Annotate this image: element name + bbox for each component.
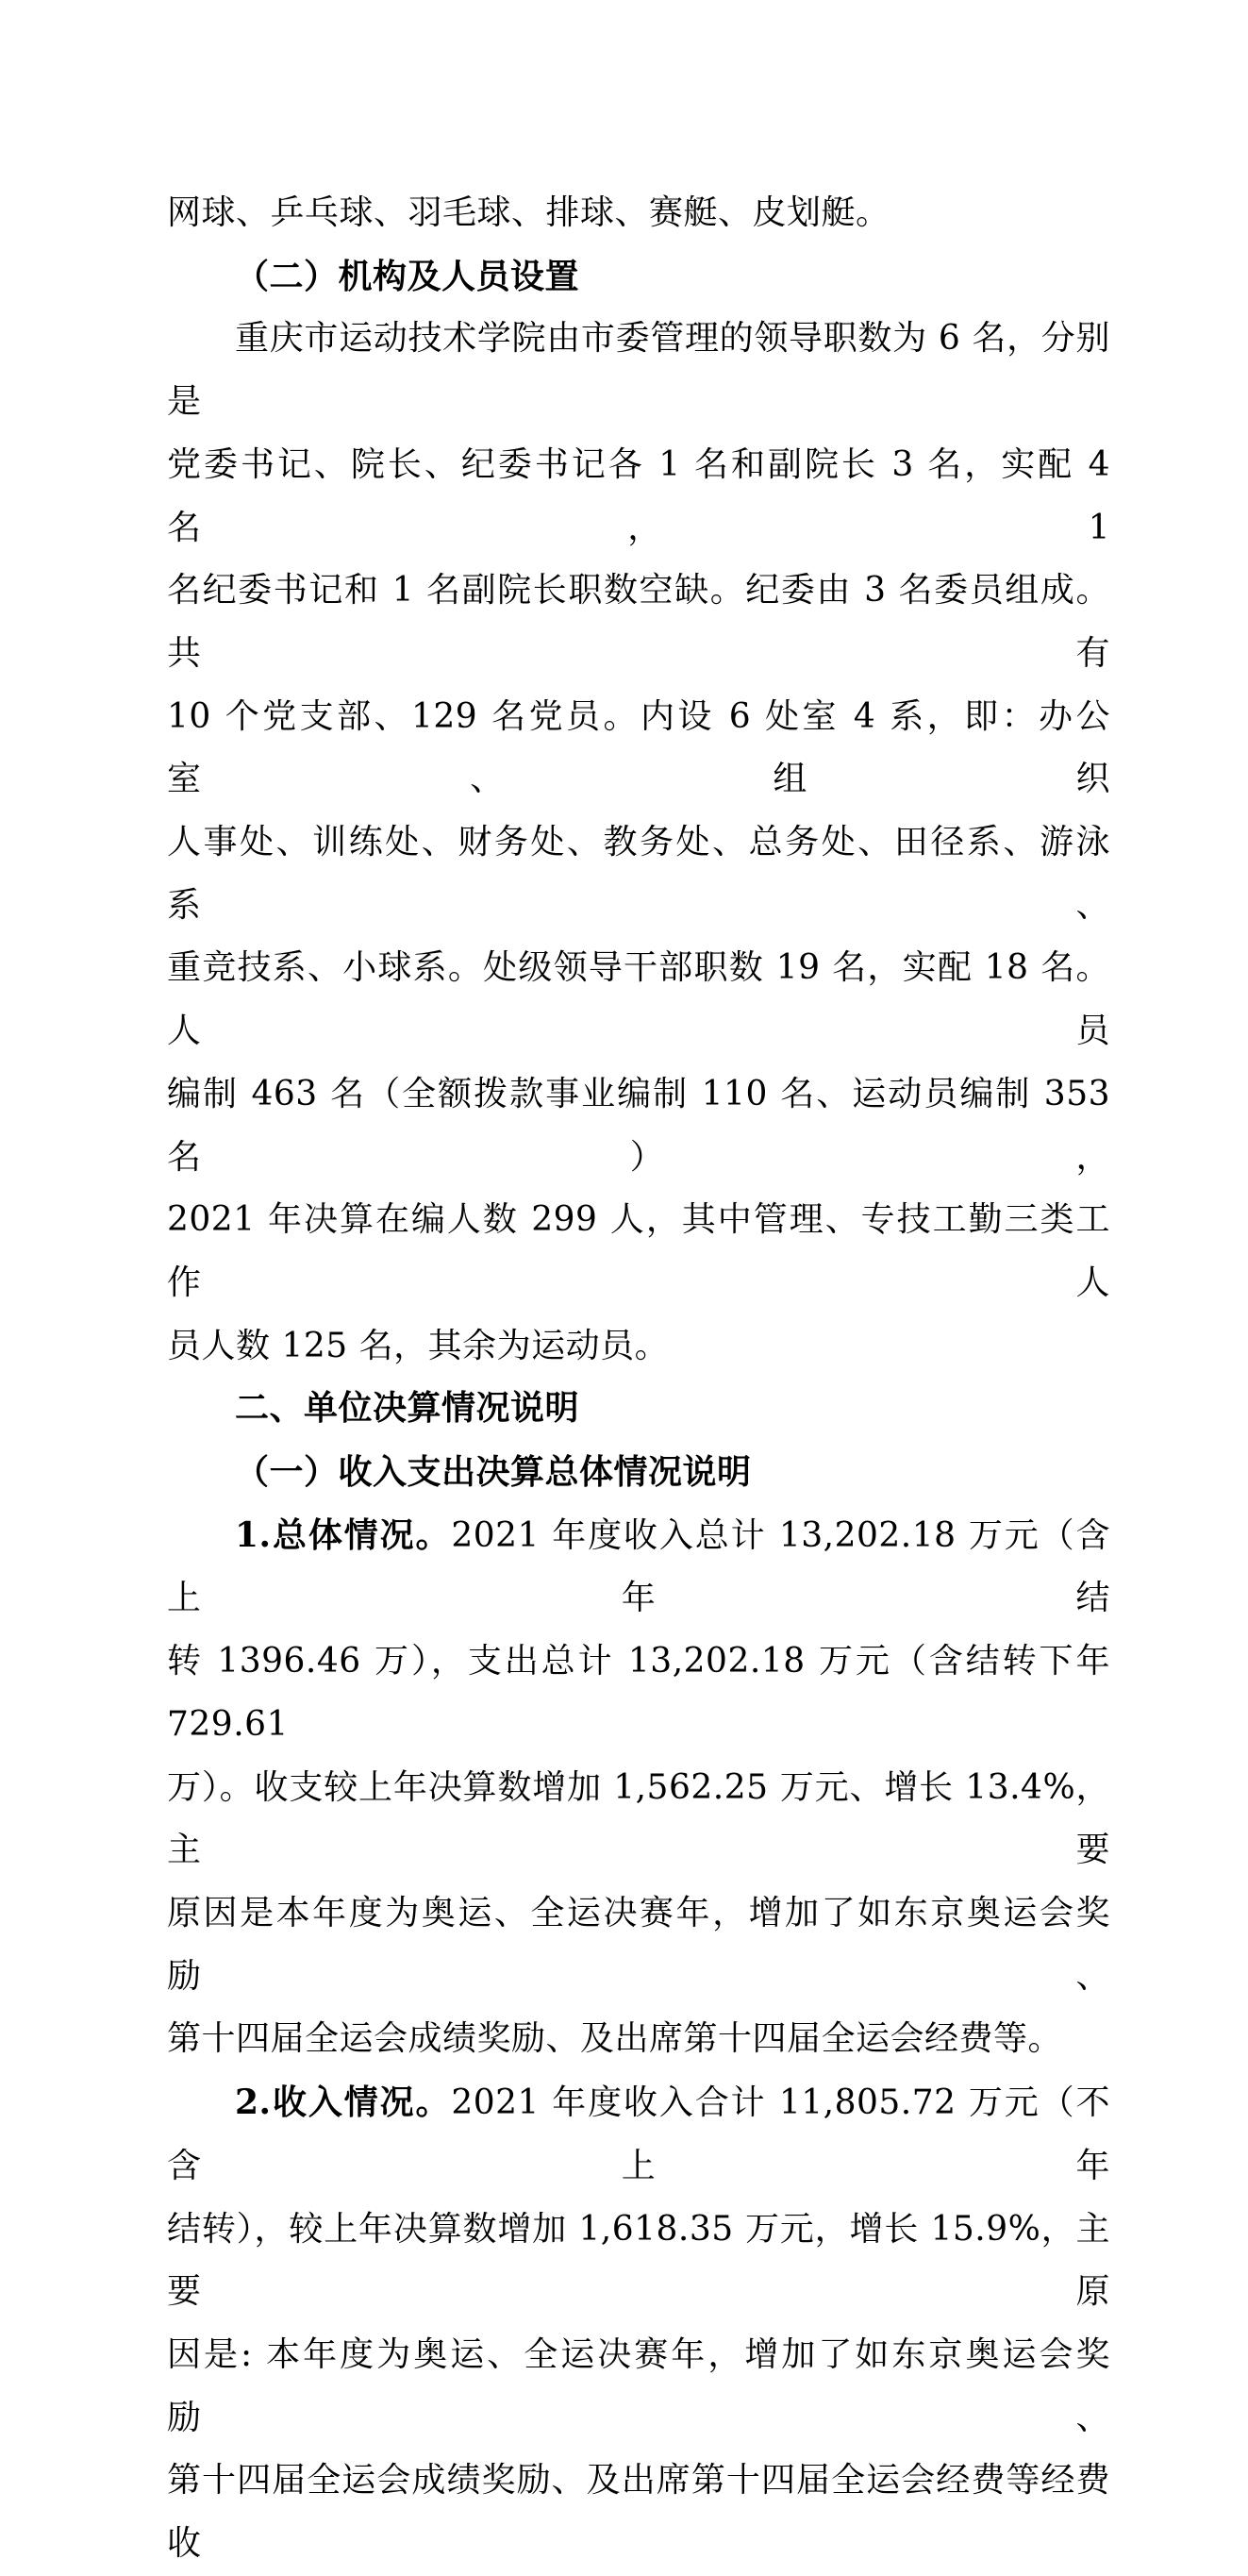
text-line: 人事处、训练处、财务处、教务处、总务处、田径系、游泳系、	[167, 823, 1110, 925]
text-line	[167, 1504, 1110, 1631]
text-line: 网球、乒乓球、羽毛球、排球、赛艇、皮划艇。	[167, 193, 890, 232]
text-line: 因是: 本年度为奥运、全运决赛年，增加了如东京奥运会奖励、	[167, 2334, 1110, 2437]
text-line: 重庆市运动技术学院由市委管理的领导职数为 6 名，分别是	[167, 319, 1110, 422]
paragraph-number-lead: 2.收入情况。	[235, 2083, 452, 2123]
text-line: 10 个党支部、129 名党员。内设 6 处室 4 系，即：办公室、组织	[167, 696, 1110, 799]
text-line: 重竞技系、小球系。处级领导干部职数 19 名，实配 18 名。人员	[167, 948, 1110, 1051]
text-line: 名纪委书记和 1 名副院长职数空缺。纪委由 3 名委员组成。共有	[167, 571, 1110, 673]
text-block	[167, 182, 1110, 2576]
text-line: 转 1396.46 万），支出总计 13,202.18 万元（含结转下年 729.61	[167, 1642, 1110, 1744]
text-line: 编制 463 名（全额拨款事业编制 110 名、运动员编制 353 名），	[167, 1074, 1110, 1177]
line-text: 2021 年度收入总计 13,202.18 万元（含上年结	[167, 1515, 1110, 1618]
text-line: 党委书记、院长、纪委书记各 1 名和副院长 3 名，实配 4 名，1	[167, 444, 1110, 547]
text-line: 二、单位决算情况说明	[235, 1389, 580, 1429]
text-line: 第十四届全运会成绩奖励、及出席第十四届全运会经费等经费收	[167, 2461, 1110, 2564]
text-line: 原因是本年度为奥运、全运决赛年，增加了如东京奥运会奖励、	[167, 1893, 1110, 1996]
text-line: （二）机构及人员设置	[235, 256, 580, 296]
text-line: 结转），较上年决算数增加 1,618.35 万元，增长 15.9%，主要原	[167, 2209, 1110, 2312]
text-line: 2021 年决算在编人数 299 人，其中管理、专技工勤三类工作人	[167, 1200, 1110, 1302]
text-line	[167, 2071, 1110, 2198]
paragraph-number-lead: 1.总体情况。	[235, 1514, 452, 1555]
text-line: （一）收入支出决算总体情况说明	[235, 1452, 752, 1493]
text-line: 第十四届全运会成绩奖励、及出席第十四届全运会经费等。	[167, 2019, 1063, 2059]
text-line: 万）。收支较上年决算数增加 1,562.25 万元、增长 13.4%，主要	[167, 1767, 1110, 1870]
line-text: 2021 年度收入合计 11,805.72 万元（不含上年	[167, 2083, 1110, 2185]
text-line: 员人数 125 名，其余为运动员。	[167, 1326, 670, 1365]
